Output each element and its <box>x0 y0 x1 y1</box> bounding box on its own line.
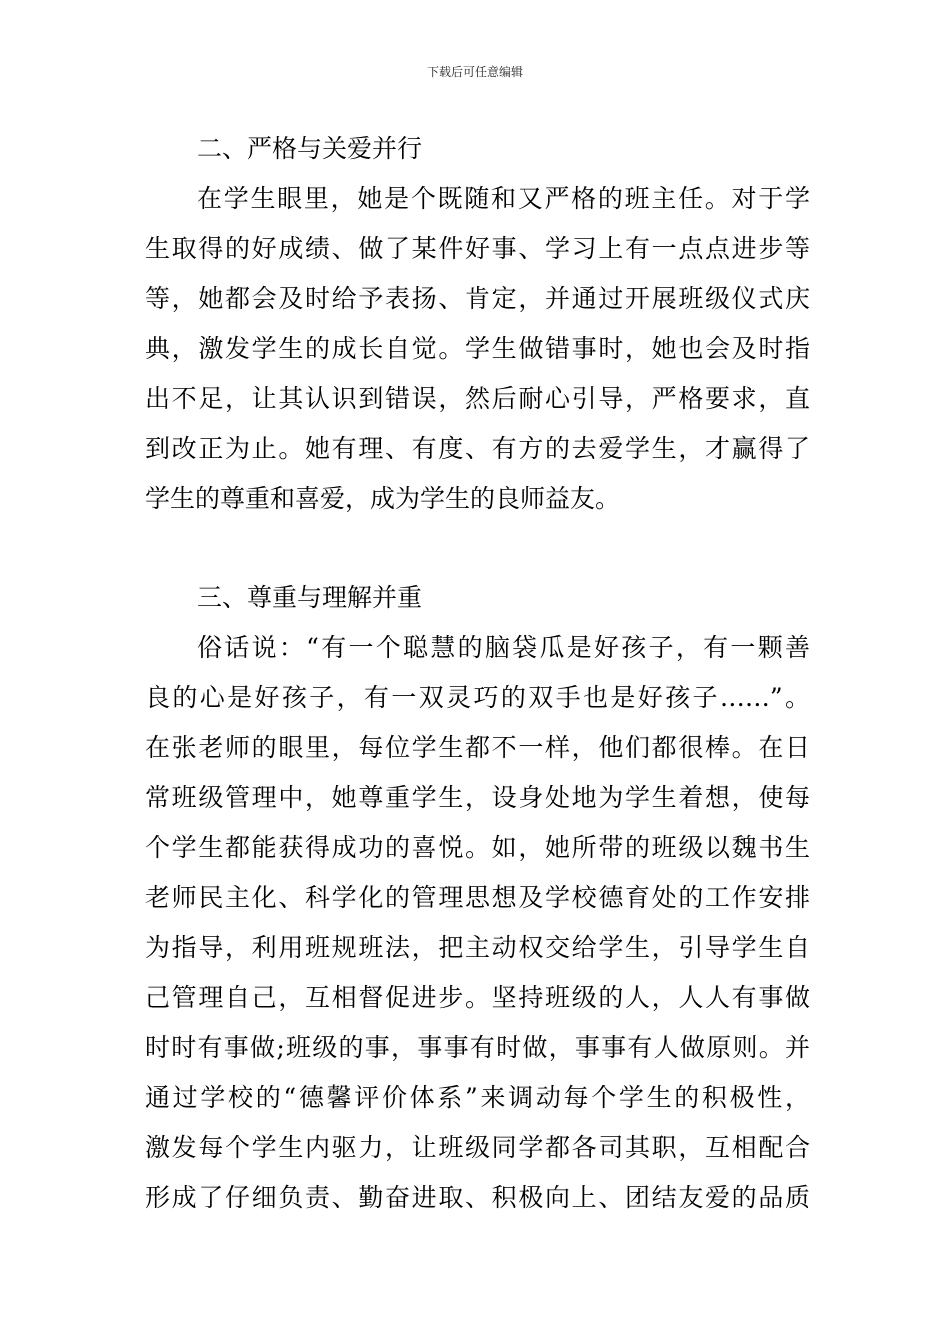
section-3-line-10: 通过学校的“德馨评价体系”来调动每个学生的积极性， <box>145 1083 810 1112</box>
section-3-line-11: 激发每个学生内驱力，让班级同学都各司其职，互相配合 <box>145 1133 810 1162</box>
section-3-line-8: 己管理自己，互相督促进步。坚持班级的人，人人有事做 <box>145 983 810 1012</box>
section-3-line-6: 老师民主化、科学化的管理思想及学校德育处的工作安排 <box>145 883 810 912</box>
section-2-line-7: 学生的尊重和喜爱，成为学生的良师益友。 <box>145 484 621 513</box>
section-2-line-3: 等，她都会及时给予表扬、肯定，并通过开展班级仪式庆 <box>145 284 810 313</box>
section-3-line-5: 个学生都能获得成功的喜悦。如，她所带的班级以魏书生 <box>145 833 810 862</box>
section-3-line-1: 俗话说：“有一个聪慧的脑袋瓜是好孩子，有一颗善 <box>197 633 810 662</box>
section-2-line-2: 生取得的好成绩、做了某件好事、学习上有一点点进步等 <box>145 234 810 263</box>
section-2-line-4: 典，激发学生的成长自觉。学生做错事时，她也会及时指 <box>145 334 810 363</box>
section-2-line-6: 到改正为止。她有理、有度、有方的去爱学生，才赢得了 <box>145 434 810 463</box>
section-3-line-12: 形成了仔细负责、勤奋进取、积极向上、团结友爱的品质 <box>145 1183 810 1212</box>
section-2-line-1: 在学生眼里，她是个既随和又严格的班主任。对于学 <box>197 184 810 213</box>
section-3-line-9: 时时有事做;班级的事，事事有时做，事事有人做原则。并 <box>145 1033 810 1062</box>
section-3-line-3: 在张老师的眼里，每位学生都不一样，他们都很棒。在日 <box>145 733 810 762</box>
section-2-heading: 二、严格与关爱并行 <box>197 134 423 163</box>
section-2-line-5: 出不足，让其认识到错误，然后耐心引导，严格要求，直 <box>145 384 810 413</box>
page-header: 下载后可任意编辑 <box>426 65 523 79</box>
section-3-line-2: 良的心是好孩子，有一双灵巧的双手也是好孩子……”。 <box>145 683 810 712</box>
section-3-heading: 三、尊重与理解并重 <box>197 583 423 612</box>
section-3-line-4: 常班级管理中，她尊重学生，设身处地为学生着想，使每 <box>145 783 810 812</box>
section-3-line-7: 为指导，利用班规班法，把主动权交给学生，引导学生自 <box>145 933 810 962</box>
